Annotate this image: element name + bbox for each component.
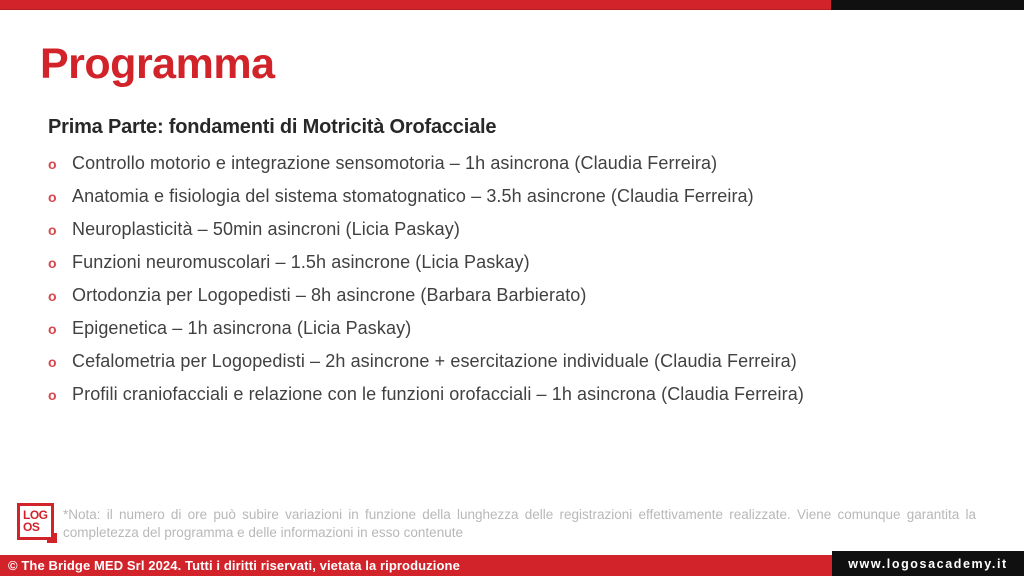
bullet-icon: o <box>48 386 57 403</box>
list-item <box>48 246 998 279</box>
list-item <box>48 147 998 180</box>
bullet-icon: o <box>48 287 57 304</box>
copyright-text: © The Bridge MED Srl 2024. Tutti i diritti riservati, vietata la riproduzione <box>8 558 460 573</box>
list-item-text: Controllo motorio e integrazione sensomotoria – 1h asincrona (Claudia Ferreira) <box>72 153 718 173</box>
top-bar-red-segment <box>0 0 831 10</box>
list-item-text: Profili craniofacciali e relazione con le funzioni orofacciali – 1h asincrona (Claudia Ferreira) <box>72 384 804 404</box>
top-accent-bar <box>0 0 1024 10</box>
list-item <box>48 213 998 246</box>
bullet-icon: o <box>48 221 57 238</box>
list-item-text: Neuroplasticità – 50min asincroni (Licia Paskay) <box>72 219 460 239</box>
list-item <box>48 345 998 378</box>
list-item <box>48 378 998 411</box>
website-url: www.logosacademy.it <box>848 556 1008 571</box>
bullet-icon: o <box>48 353 57 370</box>
bullet-icon: o <box>48 155 57 172</box>
list-item-text: Cefalometria per Logopedisti – 2h asincrone + esercitazione individuale (Claudia Ferreira) <box>72 351 797 371</box>
bullet-icon: o <box>48 254 57 271</box>
logo-line-2: OS <box>23 519 40 534</box>
page-title: Programma <box>40 40 275 88</box>
logos-logo-text <box>20 510 48 532</box>
list-item-text: Epigenetica – 1h asincrona (Licia Paskay) <box>72 318 412 338</box>
list-item <box>48 279 998 312</box>
top-bar-black-segment <box>831 0 1024 10</box>
footnote: *Nota: il numero di ore può subire variazioni in funzione della lunghezza delle registrazioni effettivamente realizzate. Viene comunque garantita la completezza del programma e delle informazioni in esso contenute <box>63 507 976 541</box>
bullet-icon: o <box>48 188 57 205</box>
list-item-text: Anatomia e fisiologia del sistema stomatognatico – 3.5h asincrone (Claudia Ferreira) <box>72 186 754 206</box>
logo-line-1: LOG <box>23 508 48 523</box>
section-heading: Prima Parte: fondamenti di Motricità Orofacciale <box>48 116 497 138</box>
list-item <box>48 312 998 345</box>
list-item-text: Funzioni neuromuscolari – 1.5h asincrone (Licia Paskay) <box>72 252 530 272</box>
logos-logo <box>17 503 54 540</box>
list-item <box>48 180 998 213</box>
bullet-icon: o <box>48 320 57 337</box>
footer-copyright-bar <box>0 555 832 576</box>
program-list <box>48 147 998 411</box>
logo-tail-mark <box>47 533 57 543</box>
website-bar <box>832 551 1024 576</box>
list-item-text: Ortodonzia per Logopedisti – 8h asincrone (Barbara Barbierato) <box>72 285 587 305</box>
